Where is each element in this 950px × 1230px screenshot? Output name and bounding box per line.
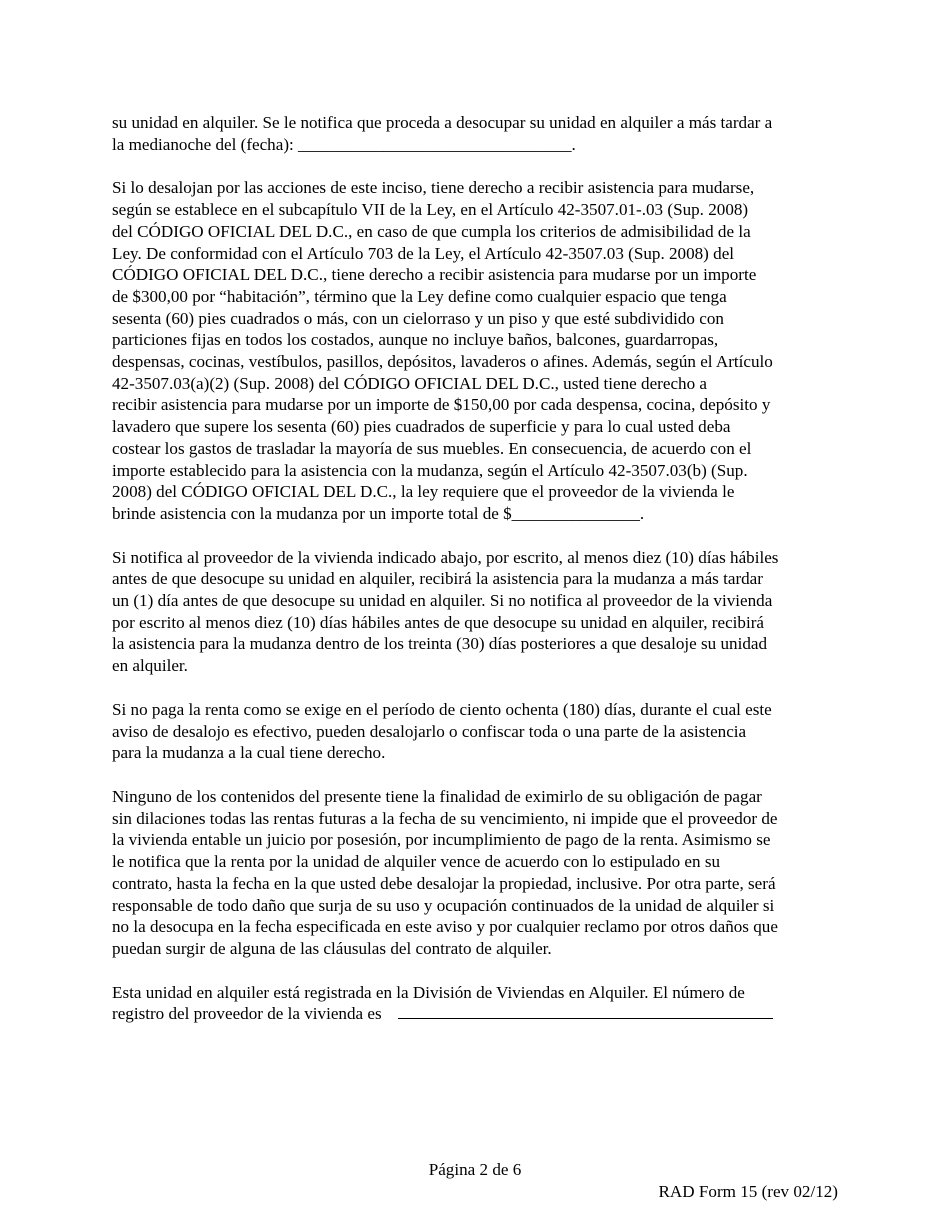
text-line: contrato, hasta la fecha en la que usted debe desalojar la propiedad, inclusive. Por otra parte, será — [112, 873, 776, 893]
paragraph-registration — [112, 982, 842, 1025]
paragraph-relocation-assistance — [112, 177, 842, 524]
text-line: un (1) día antes de que desocupe su unidad en alquiler. Si no notifica al proveedor de la vivienda — [112, 591, 773, 611]
text-line: Si lo desalojan por las acciones de este inciso, tiene derecho a recibir asistencia para mudarse, — [112, 178, 755, 198]
paragraph-vacate-date — [112, 112, 842, 155]
text-line: recibir asistencia para mudarse por un importe de $150,00 por cada despensa, cocina, depósito y — [112, 395, 771, 415]
text-line: sesenta (60) pies cuadrados o más, con un cielorraso y un piso y que esté subdividido con — [112, 308, 724, 328]
text-line: registro del proveedor de la vivienda es — [112, 1004, 382, 1024]
paragraph-notification-timing — [112, 547, 842, 677]
form-identifier: RAD Form 15 (rev 02/12) — [658, 1182, 838, 1201]
text-line: en alquiler. — [112, 656, 188, 676]
text-line: de $300,00 por “habitación”, término que la Ley define como cualquier espacio que tenga — [112, 286, 727, 306]
text-line: puedan surgir de alguna de las cláusulas del contrato de alquiler. — [112, 938, 552, 958]
document-body — [112, 112, 842, 1047]
text-line: del CÓDIGO OFICIAL DEL D.C., en caso de que cumpla los criterios de admisibilidad de la — [112, 221, 751, 241]
text-line: 2008) del CÓDIGO OFICIAL DEL D.C., la ley requiere que el proveedor de la vivienda le — [112, 482, 735, 502]
page-number: Página 2 de 6 — [428, 1160, 522, 1179]
text-line: la medianoche del (fecha): ________________________________. — [112, 134, 576, 154]
text-line: su unidad en alquiler. Se le notifica que proceda a desocupar su unidad en alquiler a más tardar a — [112, 113, 773, 132]
registration-line — [112, 1003, 842, 1025]
text-line: costear los gastos de trasladar la mayoría de sus muebles. En consecuencia, de acuerdo con el — [112, 438, 752, 458]
text-line: responsable de todo daño que surja de su uso y ocupación continuados de la unidad de alquiler si — [112, 895, 775, 915]
paragraph-rent-payment — [112, 699, 842, 764]
text-line: sin dilaciones todas las rentas futuras a la fecha de su vencimiento, ni impide que el proveedor de — [112, 808, 778, 828]
text-line: importe establecido para la asistencia con la mudanza, según el Artículo 42-3507.03(b) (Sup. — [112, 460, 748, 480]
text-line: Ley. De conformidad con el Artículo 703 de la Ley, el Artículo 42-3507.03 (Sup. 2008) del — [112, 243, 735, 263]
text-line: Si no paga la renta como se exige en el período de ciento ochenta (180) días, durante el cual este — [112, 699, 772, 719]
text-line: la asistencia para la mudanza dentro de los treinta (30) días posteriores a que desaloje su unidad — [112, 634, 768, 654]
text-line: brinde asistencia con la mudanza por un importe total de $_______________. — [112, 503, 645, 523]
text-line: no la desocupa en la fecha especificada en este aviso y por cualquier reclamo por otros daños que — [112, 917, 778, 937]
text-line: CÓDIGO OFICIAL DEL D.C., tiene derecho a recibir asistencia para mudarse por un importe — [112, 265, 757, 285]
text-line: despensas, cocinas, vestíbulos, pasillos, depósitos, lavaderos o afines. Además, según el Artículo — [112, 352, 773, 372]
text-line: antes de que desocupe su unidad en alquiler, recibirá la asistencia para la mudanza a más tardar — [112, 569, 763, 589]
text-line: para la mudanza a la cual tiene derecho. — [112, 743, 386, 763]
text-line: particiones fijas en todos los costados, aunque no incluye baños, balcones, guardarropas, — [112, 330, 719, 350]
text-line: Si notifica al proveedor de la vivienda indicado abajo, por escrito, al menos diez (10) días hábiles — [112, 547, 779, 567]
text-line: la vivienda entable un juicio por posesión, por incumplimiento de pago de la renta. Asimismo se — [112, 830, 771, 850]
text-line: aviso de desalojo es efectivo, pueden desalojarlo o confiscar toda o una parte de la asistencia — [112, 721, 747, 741]
paragraph-obligations — [112, 786, 842, 960]
text-line: lavadero que supere los sesenta (60) pies cuadrados de superficie y para lo cual usted deba — [112, 417, 731, 437]
text-line: Ninguno de los contenidos del presente tiene la finalidad de eximirlo de su obligación de pagar — [112, 786, 762, 806]
registration-number-field[interactable] — [398, 1004, 773, 1019]
text-line: le notifica que la renta por la unidad de alquiler vence de acuerdo con lo estipulado en su — [112, 852, 721, 872]
text-line: 42-3507.03(a)(2) (Sup. 2008) del CÓDIGO OFICIAL DEL D.C., usted tiene derecho a — [112, 373, 707, 393]
text-line: según se establece en el subcapítulo VII de la Ley, en el Artículo 42-3507.01-.03 (Sup. 2008) — [112, 200, 749, 220]
text-line: Esta unidad en alquiler está registrada en la División de Viviendas en Alquiler. El número de — [112, 982, 745, 1002]
text-line: por escrito al menos diez (10) días hábiles antes de que desocupe su unidad en alquiler, recibirá — [112, 612, 764, 632]
